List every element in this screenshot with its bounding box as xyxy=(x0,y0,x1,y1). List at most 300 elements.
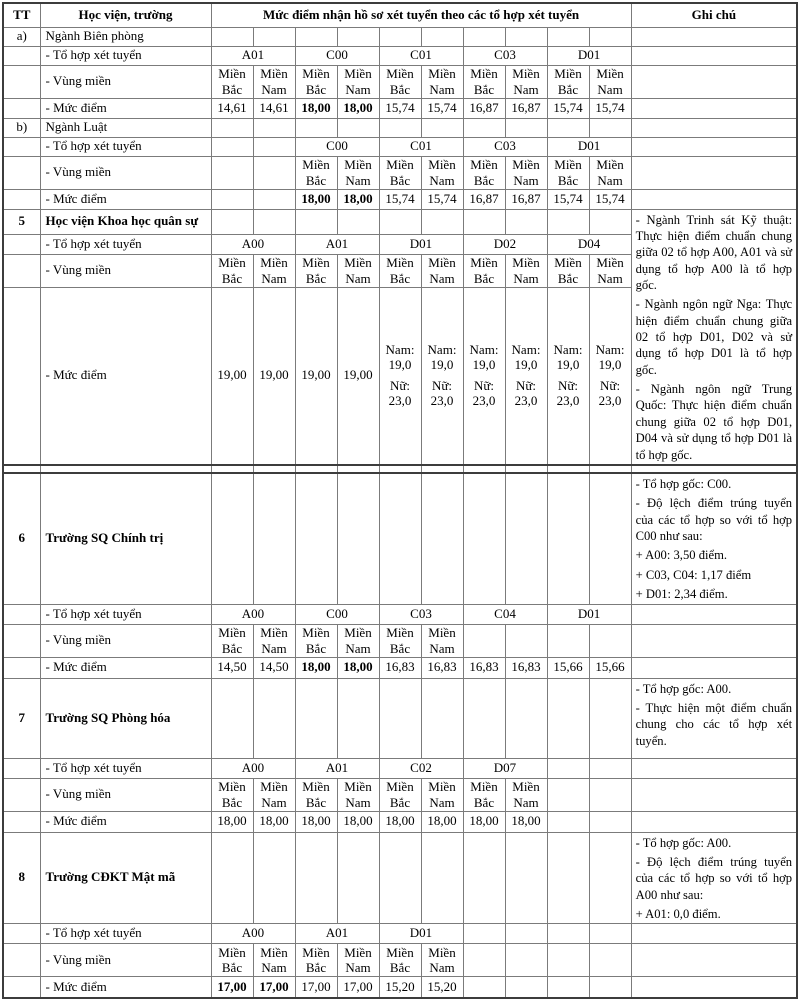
row-label-cell: - Vùng miền xyxy=(40,254,211,287)
score-cell: 18,00 xyxy=(337,189,379,209)
score-cell: Nam: 19,0 Nữ: 23,0 xyxy=(547,287,589,465)
note-cell xyxy=(631,778,797,811)
empty-cell xyxy=(337,465,379,473)
note-paragraph: - Độ lệch điểm trúng tuyển của các tổ hợp so với tổ hợp A00 như sau: xyxy=(635,854,793,902)
empty-cell xyxy=(463,209,505,234)
score-cell: 18,00 xyxy=(295,98,337,118)
score-cell xyxy=(547,811,589,832)
group-code-cell: D01 xyxy=(547,604,631,624)
empty-cell xyxy=(505,465,547,473)
empty-cell xyxy=(337,27,379,46)
region-cell: Miền Bắc xyxy=(295,65,337,98)
score-cell: 15,74 xyxy=(379,189,421,209)
empty-cell xyxy=(505,678,547,758)
empty-cell xyxy=(547,678,589,758)
note-paragraph: + D01: 2,34 điểm. xyxy=(635,587,728,602)
score-row xyxy=(3,977,797,998)
school-name-cell: Ngành Luật xyxy=(40,118,211,137)
score-cell: 16,83 xyxy=(379,657,421,678)
row-label-cell: - Vùng miền xyxy=(40,778,211,811)
note-cell xyxy=(631,473,797,604)
region-cell xyxy=(211,156,253,189)
tt-cell xyxy=(3,46,40,65)
empty-cell xyxy=(547,118,589,137)
score-cell: 16,83 xyxy=(421,657,463,678)
group-code-cell: D04 xyxy=(547,234,631,254)
score-cell: 15,66 xyxy=(589,657,631,678)
region-cell: Miền Nam xyxy=(253,65,295,98)
row-label-cell: - Mức điểm xyxy=(40,189,211,209)
section-title-row xyxy=(3,27,797,46)
region-cell: Miền Bắc xyxy=(463,65,505,98)
empty-cell xyxy=(211,473,253,604)
row-label-cell: - Mức điểm xyxy=(40,811,211,832)
school-name-cell: Trường SQ Phòng hóa xyxy=(40,678,211,758)
row-label-cell: - Vùng miền xyxy=(40,65,211,98)
empty-cell xyxy=(253,473,295,604)
region-cell: Miền Nam xyxy=(421,944,463,977)
score-cell: 19,00 xyxy=(211,287,253,465)
region-cell: Miền Nam xyxy=(337,624,379,657)
score-cell: 17,00 xyxy=(253,977,295,998)
group-code-cell: C00 xyxy=(295,604,379,624)
empty-cell xyxy=(589,832,631,924)
tt-cell xyxy=(3,944,40,977)
region-cell: Miền Nam xyxy=(505,156,547,189)
header-tt: TT xyxy=(3,3,40,27)
score-cell: 14,61 xyxy=(211,98,253,118)
empty-cell xyxy=(253,465,295,473)
school-name-cell xyxy=(40,465,211,473)
tt-cell xyxy=(3,811,40,832)
score-cell: 18,00 xyxy=(379,811,421,832)
tt-cell: a) xyxy=(3,27,40,46)
score-cell: 16,83 xyxy=(505,657,547,678)
row-label-cell: - Tổ hợp xét tuyển xyxy=(40,46,211,65)
group-code-cell: A01 xyxy=(295,924,379,944)
region-cell: Miền Bắc xyxy=(547,254,589,287)
tt-cell: 7 xyxy=(3,678,40,758)
combination-row xyxy=(3,604,797,624)
region-cell: Miền Nam xyxy=(421,254,463,287)
empty-cell xyxy=(295,678,337,758)
region-cell: Miền Nam xyxy=(505,254,547,287)
empty-cell xyxy=(295,473,337,604)
note-cell xyxy=(631,944,797,977)
score-cell xyxy=(589,811,631,832)
empty-cell xyxy=(295,209,337,234)
note-cell xyxy=(631,758,797,778)
score-cell: 16,87 xyxy=(505,98,547,118)
group-code-cell: A00 xyxy=(211,758,295,778)
score-cell: 17,00 xyxy=(211,977,253,998)
note-paragraph: - Ngành Trinh sát Kỹ thuật: Thực hiện điểm chuẩn chung giữa 02 tổ hợp A00, A01 và sử dụng tổ hợp A00 là tổ hợp gốc. xyxy=(635,212,793,292)
region-cell: Miền Bắc xyxy=(295,624,337,657)
score-cell: 15,74 xyxy=(589,98,631,118)
score-cell: Nam: 19,0 Nữ: 23,0 xyxy=(589,287,631,465)
section-title-row xyxy=(3,209,797,234)
row-label-cell: - Tổ hợp xét tuyển xyxy=(40,137,211,156)
school-name-cell: Trường CĐKT Mật mã xyxy=(40,832,211,924)
row-label-cell: - Mức điểm xyxy=(40,657,211,678)
score-cell: 15,74 xyxy=(589,189,631,209)
note-paragraph: - Độ lệch điểm trúng tuyển của các tổ hợp so với tổ hợp C00 như sau: xyxy=(635,496,793,544)
region-cell xyxy=(463,624,505,657)
region-cell: Miền Bắc xyxy=(211,624,253,657)
empty-cell xyxy=(211,832,253,924)
group-code-cell: D01 xyxy=(547,46,631,65)
score-cell: 15,20 xyxy=(379,977,421,998)
empty-cell xyxy=(463,924,505,944)
region-cell: Miền Nam xyxy=(589,254,631,287)
empty-cell xyxy=(379,118,421,137)
tt-cell xyxy=(3,977,40,998)
empty-cell xyxy=(253,118,295,137)
region-cell: Miền Nam xyxy=(589,65,631,98)
score-cell: 17,00 xyxy=(295,977,337,998)
group-code-cell: A01 xyxy=(295,758,379,778)
group-code-cell: C04 xyxy=(463,604,547,624)
row-label-cell: - Mức điểm xyxy=(40,977,211,998)
score-cell: 18,00 xyxy=(337,98,379,118)
note-cell xyxy=(631,209,797,465)
combination-row xyxy=(3,46,797,65)
region-cell xyxy=(463,944,505,977)
header-notes: Ghi chú xyxy=(631,3,797,27)
region-row xyxy=(3,624,797,657)
tt-cell xyxy=(3,98,40,118)
empty-cell xyxy=(589,924,631,944)
score-cell xyxy=(463,977,505,998)
score-cell: Nam: 19,0 Nữ: 23,0 xyxy=(379,287,421,465)
score-cell xyxy=(589,977,631,998)
region-cell: Miền Bắc xyxy=(379,778,421,811)
empty-cell xyxy=(421,209,463,234)
group-code-cell: C00 xyxy=(295,46,379,65)
empty-cell xyxy=(379,465,421,473)
note-paragraph: - Thực hiện một điểm chuẩn chung cho các tổ hợp xét tuyển. xyxy=(635,700,793,748)
empty-cell xyxy=(253,209,295,234)
row-label-cell: - Vùng miền xyxy=(40,944,211,977)
score-cell: 15,74 xyxy=(421,98,463,118)
empty-cell xyxy=(463,465,505,473)
region-cell: Miền Bắc xyxy=(295,778,337,811)
empty-cell xyxy=(505,832,547,924)
empty-cell xyxy=(379,27,421,46)
region-cell: Miền Nam xyxy=(337,944,379,977)
empty-cell xyxy=(295,27,337,46)
section-title-row xyxy=(3,678,797,758)
score-cell: 18,00 xyxy=(337,811,379,832)
empty-cell xyxy=(589,118,631,137)
tt-cell: 5 xyxy=(3,209,40,234)
note-paragraph: - Ngành ngôn ngữ Trung Quốc: Thực hiện điểm chuẩn chung giữa 02 tổ hợp D01, D04 và sử dụng tổ hợp D01 là tổ hợp gốc. xyxy=(635,382,793,462)
empty-cell xyxy=(253,832,295,924)
region-cell: Miền Nam xyxy=(337,778,379,811)
empty-cell xyxy=(463,27,505,46)
group-code-cell: A00 xyxy=(211,924,295,944)
note-paragraph: - Tổ hợp gốc: C00. xyxy=(635,477,732,491)
note-paragraph: - Ngành ngôn ngữ Nga: Thực hiện điểm chuẩn chung giữa 02 tổ hợp D01, D02 và sử dụng tổ hợp D01 là tổ hợp gốc. xyxy=(635,297,793,377)
score-cell: 18,00 xyxy=(253,811,295,832)
row-label-cell: - Tổ hợp xét tuyển xyxy=(40,234,211,254)
empty-cell xyxy=(547,758,589,778)
empty-cell xyxy=(589,473,631,604)
region-cell: Miền Nam xyxy=(337,254,379,287)
empty-cell xyxy=(253,137,295,156)
empty-cell xyxy=(379,832,421,924)
score-cell xyxy=(211,189,253,209)
note-paragraph: + C03, C04: 1,17 điểm xyxy=(635,567,752,582)
tt-cell xyxy=(3,624,40,657)
empty-cell xyxy=(211,118,253,137)
score-row xyxy=(3,189,797,209)
region-cell: Miền Nam xyxy=(589,156,631,189)
region-cell: Miền Nam xyxy=(253,254,295,287)
empty-cell xyxy=(463,678,505,758)
region-cell: Miền Nam xyxy=(505,65,547,98)
empty-cell xyxy=(505,118,547,137)
empty-cell xyxy=(421,27,463,46)
score-cell: 15,74 xyxy=(547,189,589,209)
note-cell xyxy=(631,924,797,944)
group-code-cell: C00 xyxy=(295,137,379,156)
region-cell: Miền Bắc xyxy=(211,254,253,287)
empty-cell xyxy=(211,465,253,473)
region-row xyxy=(3,944,797,977)
empty-cell xyxy=(547,924,589,944)
region-cell: Miền Nam xyxy=(337,65,379,98)
score-cell: 16,87 xyxy=(463,189,505,209)
empty-cell xyxy=(505,209,547,234)
score-cell: 16,87 xyxy=(505,189,547,209)
empty-cell xyxy=(547,465,589,473)
note-cell xyxy=(631,27,797,46)
score-row xyxy=(3,657,797,678)
score-cell: 14,61 xyxy=(253,98,295,118)
note-cell xyxy=(631,657,797,678)
empty-cell xyxy=(547,832,589,924)
region-cell: Miền Bắc xyxy=(295,156,337,189)
empty-cell xyxy=(589,465,631,473)
region-cell: Miền Bắc xyxy=(463,778,505,811)
region-cell: Miền Nam xyxy=(253,624,295,657)
score-cell: 18,00 xyxy=(421,811,463,832)
empty-cell xyxy=(337,118,379,137)
group-code-cell: C01 xyxy=(379,46,463,65)
note-paragraph: + A01: 0,0 điểm. xyxy=(635,906,721,921)
empty-cell xyxy=(295,832,337,924)
row-label-cell: - Tổ hợp xét tuyển xyxy=(40,924,211,944)
score-row xyxy=(3,811,797,832)
score-cell: 16,83 xyxy=(463,657,505,678)
empty-cell xyxy=(421,465,463,473)
admission-score-table xyxy=(2,2,798,999)
document-page xyxy=(0,2,794,994)
group-code-cell: D01 xyxy=(379,234,463,254)
tt-cell: 8 xyxy=(3,832,40,924)
empty-cell xyxy=(295,465,337,473)
combination-row xyxy=(3,137,797,156)
region-cell: Miền Nam xyxy=(505,778,547,811)
note-paragraph: - Tổ hợp gốc: A00. xyxy=(635,835,732,850)
score-cell: Nam: 19,0 Nữ: 23,0 xyxy=(505,287,547,465)
score-cell: 15,74 xyxy=(547,98,589,118)
region-cell: Miền Nam xyxy=(421,778,463,811)
section-title-row xyxy=(3,832,797,924)
combination-row xyxy=(3,758,797,778)
row-label-cell: - Mức điểm xyxy=(40,287,211,465)
note-cell xyxy=(631,811,797,832)
group-code-cell: D02 xyxy=(463,234,547,254)
empty-cell xyxy=(253,678,295,758)
region-row xyxy=(3,778,797,811)
empty-cell xyxy=(589,678,631,758)
clipped-spacer-row xyxy=(3,465,797,473)
empty-cell xyxy=(589,27,631,46)
score-cell xyxy=(253,189,295,209)
note-cell xyxy=(631,832,797,924)
header-school: Học viện, trường xyxy=(40,3,211,27)
group-code-cell: D01 xyxy=(379,924,463,944)
region-cell: Miền Bắc xyxy=(295,254,337,287)
score-cell: 14,50 xyxy=(253,657,295,678)
score-cell: 15,74 xyxy=(379,98,421,118)
tt-cell xyxy=(3,758,40,778)
tt-cell: b) xyxy=(3,118,40,137)
note-cell xyxy=(631,465,797,473)
region-cell: Miền Bắc xyxy=(211,944,253,977)
tt-cell xyxy=(3,604,40,624)
score-cell: 19,00 xyxy=(295,287,337,465)
group-code-cell: A01 xyxy=(295,234,379,254)
table-header-row xyxy=(3,3,797,27)
region-cell: Miền Nam xyxy=(421,624,463,657)
region-cell: Miền Bắc xyxy=(379,624,421,657)
note-cell xyxy=(631,977,797,998)
empty-cell xyxy=(211,209,253,234)
region-cell: Miền Nam xyxy=(253,944,295,977)
table-body xyxy=(3,27,797,998)
row-label-cell: - Mức điểm xyxy=(40,98,211,118)
region-cell xyxy=(589,944,631,977)
tt-cell xyxy=(3,465,40,473)
tt-cell xyxy=(3,254,40,287)
empty-cell xyxy=(337,832,379,924)
group-code-cell: A00 xyxy=(211,234,295,254)
score-cell: Nam: 19,0 Nữ: 23,0 xyxy=(421,287,463,465)
region-cell xyxy=(253,156,295,189)
note-cell xyxy=(631,678,797,758)
empty-cell xyxy=(547,209,589,234)
empty-cell xyxy=(589,758,631,778)
score-cell: 16,87 xyxy=(463,98,505,118)
empty-cell xyxy=(421,832,463,924)
score-cell: 17,00 xyxy=(337,977,379,998)
score-cell: 18,00 xyxy=(295,811,337,832)
empty-cell xyxy=(421,473,463,604)
tt-cell: 6 xyxy=(3,473,40,604)
region-row xyxy=(3,156,797,189)
score-row xyxy=(3,98,797,118)
region-cell xyxy=(589,624,631,657)
group-code-cell: A00 xyxy=(211,604,295,624)
region-cell xyxy=(547,624,589,657)
row-label-cell: - Vùng miền xyxy=(40,156,211,189)
empty-cell xyxy=(337,209,379,234)
region-cell: Miền Bắc xyxy=(211,65,253,98)
empty-cell xyxy=(421,118,463,137)
note-cell xyxy=(631,189,797,209)
note-paragraph: + A00: 3,50 điểm. xyxy=(635,548,728,563)
note-cell xyxy=(631,118,797,137)
region-cell: Miền Bắc xyxy=(547,156,589,189)
empty-cell xyxy=(547,27,589,46)
score-cell: 18,00 xyxy=(295,189,337,209)
empty-cell xyxy=(337,473,379,604)
header-scores: Mức điểm nhận hồ sơ xét tuyển theo các tổ hợp xét tuyển xyxy=(211,3,631,27)
school-name-cell: Ngành Biên phòng xyxy=(40,27,211,46)
note-cell xyxy=(631,156,797,189)
score-cell xyxy=(547,977,589,998)
group-code-cell: C03 xyxy=(463,46,547,65)
empty-cell xyxy=(253,27,295,46)
tt-cell xyxy=(3,156,40,189)
group-code-cell: D07 xyxy=(463,758,547,778)
school-name-cell: Trường SQ Chính trị xyxy=(40,473,211,604)
region-cell: Miền Nam xyxy=(421,156,463,189)
region-cell: Miền Nam xyxy=(421,65,463,98)
region-cell: Miền Bắc xyxy=(547,65,589,98)
empty-cell xyxy=(505,924,547,944)
region-cell: Miền Bắc xyxy=(295,944,337,977)
empty-cell xyxy=(421,678,463,758)
score-cell: 15,20 xyxy=(421,977,463,998)
tt-cell xyxy=(3,137,40,156)
empty-cell xyxy=(463,832,505,924)
score-cell: 18,00 xyxy=(211,811,253,832)
score-cell: 18,00 xyxy=(295,657,337,678)
section-title-row xyxy=(3,118,797,137)
empty-cell xyxy=(211,678,253,758)
group-code-cell: A01 xyxy=(211,46,295,65)
region-cell: Miền Bắc xyxy=(463,156,505,189)
region-cell xyxy=(505,944,547,977)
note-cell xyxy=(631,604,797,624)
region-cell: Miền Bắc xyxy=(379,65,421,98)
note-cell xyxy=(631,137,797,156)
group-code-cell: D01 xyxy=(547,137,631,156)
score-cell: 14,50 xyxy=(211,657,253,678)
score-cell: 19,00 xyxy=(253,287,295,465)
score-cell: 15,66 xyxy=(547,657,589,678)
region-cell: Miền Bắc xyxy=(379,944,421,977)
region-cell xyxy=(505,624,547,657)
score-cell: 19,00 xyxy=(337,287,379,465)
empty-cell xyxy=(505,27,547,46)
empty-cell xyxy=(295,118,337,137)
region-row xyxy=(3,65,797,98)
group-code-cell: C01 xyxy=(379,137,463,156)
score-cell: 18,00 xyxy=(463,811,505,832)
school-name-cell: Học viện Khoa học quân sự xyxy=(40,209,211,234)
region-cell: Miền Nam xyxy=(337,156,379,189)
note-cell xyxy=(631,46,797,65)
empty-cell xyxy=(211,137,253,156)
note-paragraph: - Tổ hợp gốc: A00. xyxy=(635,681,732,696)
note-cell xyxy=(631,65,797,98)
tt-cell xyxy=(3,189,40,209)
